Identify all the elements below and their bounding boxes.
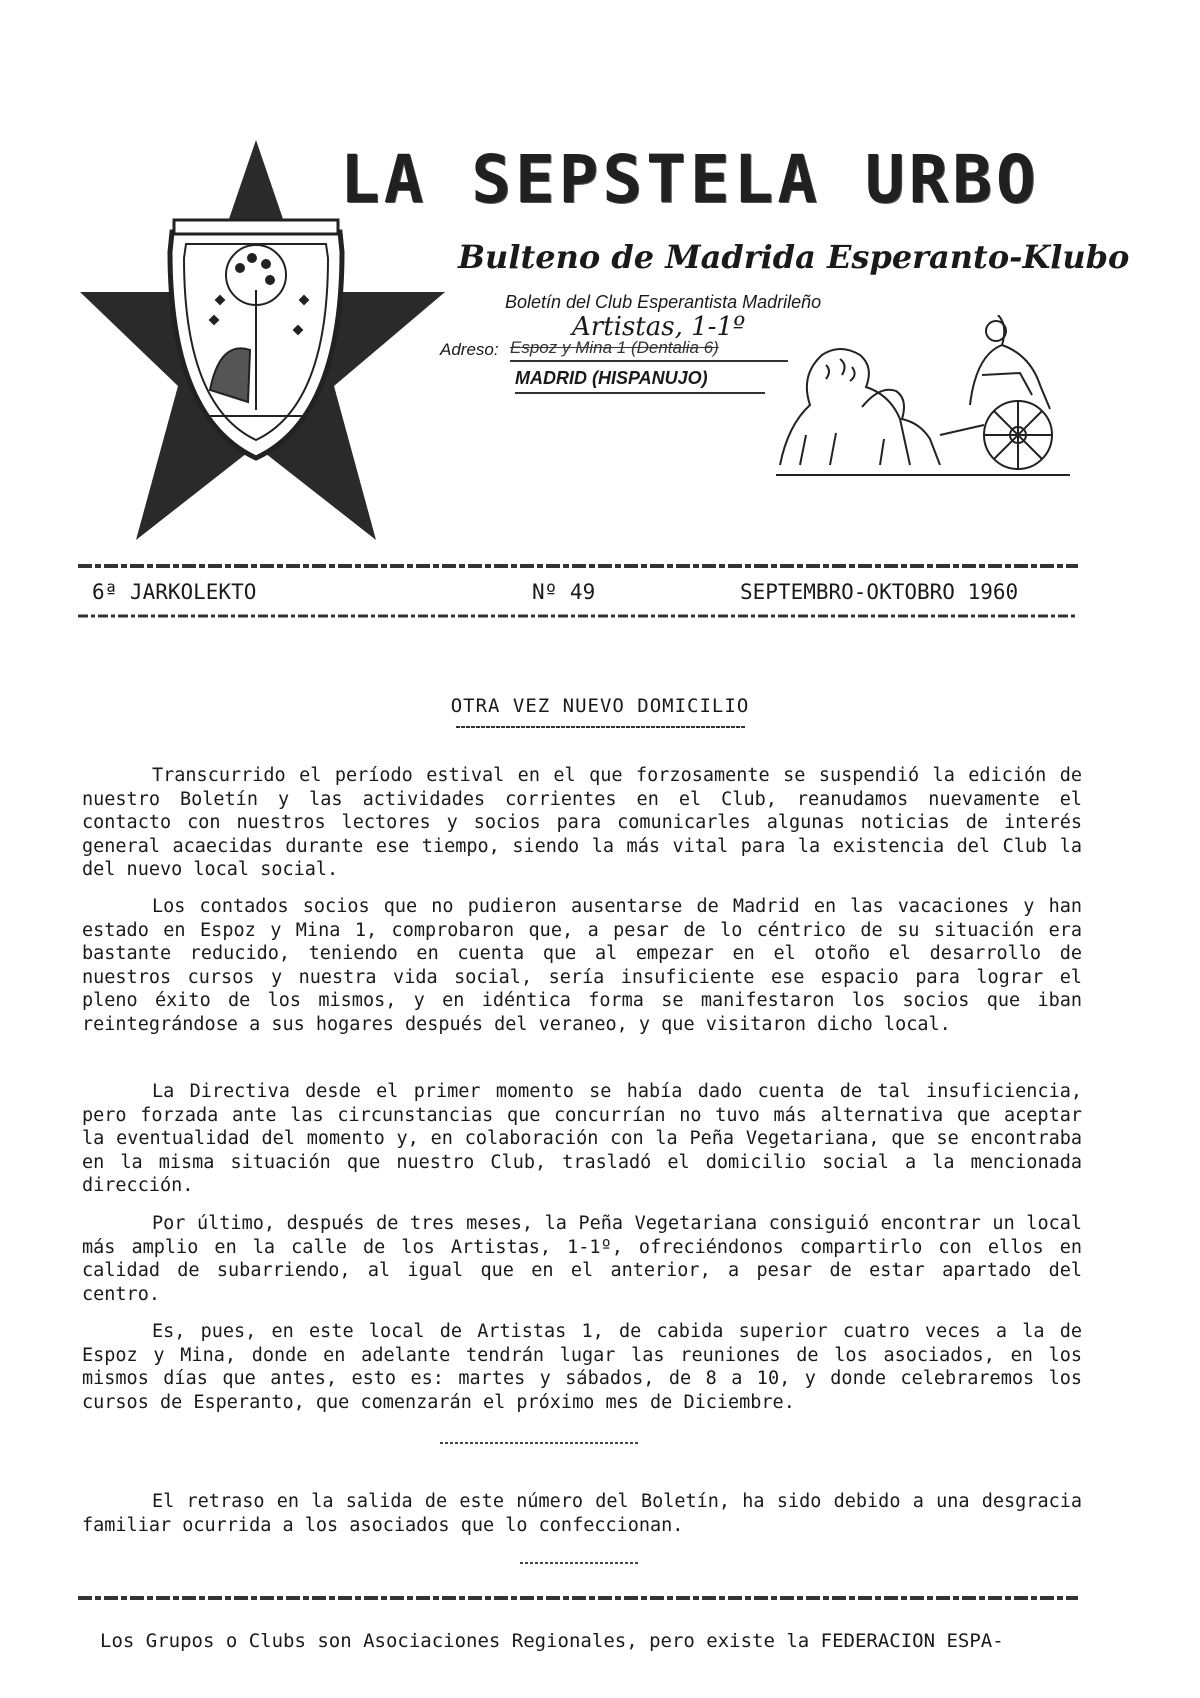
article-paragraph: La Directiva desde el primer momento se había dado cuenta de tal insuficiencia, pero forzada ante las circunstancias que concurrían no tuvo más alternativa que aceptar la eventualidad del momento y, en colaboración con la Peña Vegetariana, que se encontraba en la misma situación que nuestro Club, trasladó el domicilio social a la mencionada dirección.: [82, 1081, 1082, 1196]
issue-date: SEPTEMBRO-OKTOBRO 1960: [740, 580, 1019, 604]
section-divider: [440, 1440, 640, 1446]
issue-number: Nº 49: [532, 580, 596, 604]
article-paragraph: Es, pues, en este local de Artistas 1, de cabida superior cuatro veces a la de Espoz y Mina, donde en adelante tendrán lugar las reuniones de los asociados, en los mismos días que antes, esto es: martes y sábados, de 8 a 10, y donde celebraremos los cursos de Esperanto, que comenzarán el próximo mes de Diciembre.: [82, 1321, 1082, 1413]
article-paragraph: Los contados socios que no pudieron ausentarse de Madrid en las vacaciones y han estado en Espoz y Mina 1, comprobaron que, a pesar de lo céntrico de su situación era bastante reducido, teniendo en cuenta que al empezar en el otoño el desarrollo de nuestros cursos y nuestra vida social, sería insuficiente ese espacio para lograr el pleno éxito de los mismos, y en idéntica forma se manifestaron los socios que iban reintegrándose a sus hogares después del veraneo, y que visitaron dicho local.: [82, 896, 1082, 1035]
handwritten-address: Artistas, 1-1º: [572, 312, 746, 342]
issue-year: 6ª JARKOLEKTO: [92, 580, 257, 604]
newspaper-subtitle-spanish: Boletín del Club Esperantista Madrileño: [505, 292, 822, 312]
article-paragraph: Por último, después de tres meses, la Peña Vegetariana consiguió encontrar un local más amplio en la calle de los Artistas, 1-1º, ofreciéndonos compartirlo con ellos en calidad de subarriendo, al igual que en el anterior, a pesar de estar apartado del centro.: [82, 1213, 1082, 1305]
footer-text: Los Grupos o Clubs son Asociaciones Regionales, pero existe la FEDERACION ESPA-: [100, 1630, 1004, 1652]
heading-underline: [456, 725, 746, 729]
article-heading: OTRA VEZ NUEVO DOMICILIO: [450, 695, 750, 717]
top-rule: [78, 562, 1078, 570]
bottom-rule: [78, 612, 1078, 620]
address-city: MADRID (HISPANUJO): [515, 368, 765, 394]
newspaper-title: LA SEPSTELA URBO: [340, 141, 1040, 218]
article-paragraph: El retraso en la salida de este número del Boletín, ha sido debido a una desgracia familiar ocurrida a los asociados que lo confeccionan.: [82, 1491, 1082, 1536]
crossed-out-address: Espoz y Mina 1 (Dentalia 6): [510, 338, 788, 362]
newspaper-subtitle: Bulteno de Madrida Esperanto-Klubo: [458, 238, 1130, 276]
cibeles-chariot-illustration: [770, 315, 1080, 480]
address-label: Adreso:: [440, 340, 499, 359]
footer-rule: [78, 1594, 1078, 1602]
end-ornament: [520, 1560, 640, 1566]
article-paragraph: Transcurrido el período estival en el que forzosamente se suspendió la edición de nuestro Boletín y las actividades corrientes en el Club, reanudamos nuevamente el contacto con nuestros lectores y socios para comunicarles algunas noticias de interés general acaecidas durante ese tiempo, siendo la más vital para la existencia del Club la del nuevo local social.: [82, 765, 1082, 880]
